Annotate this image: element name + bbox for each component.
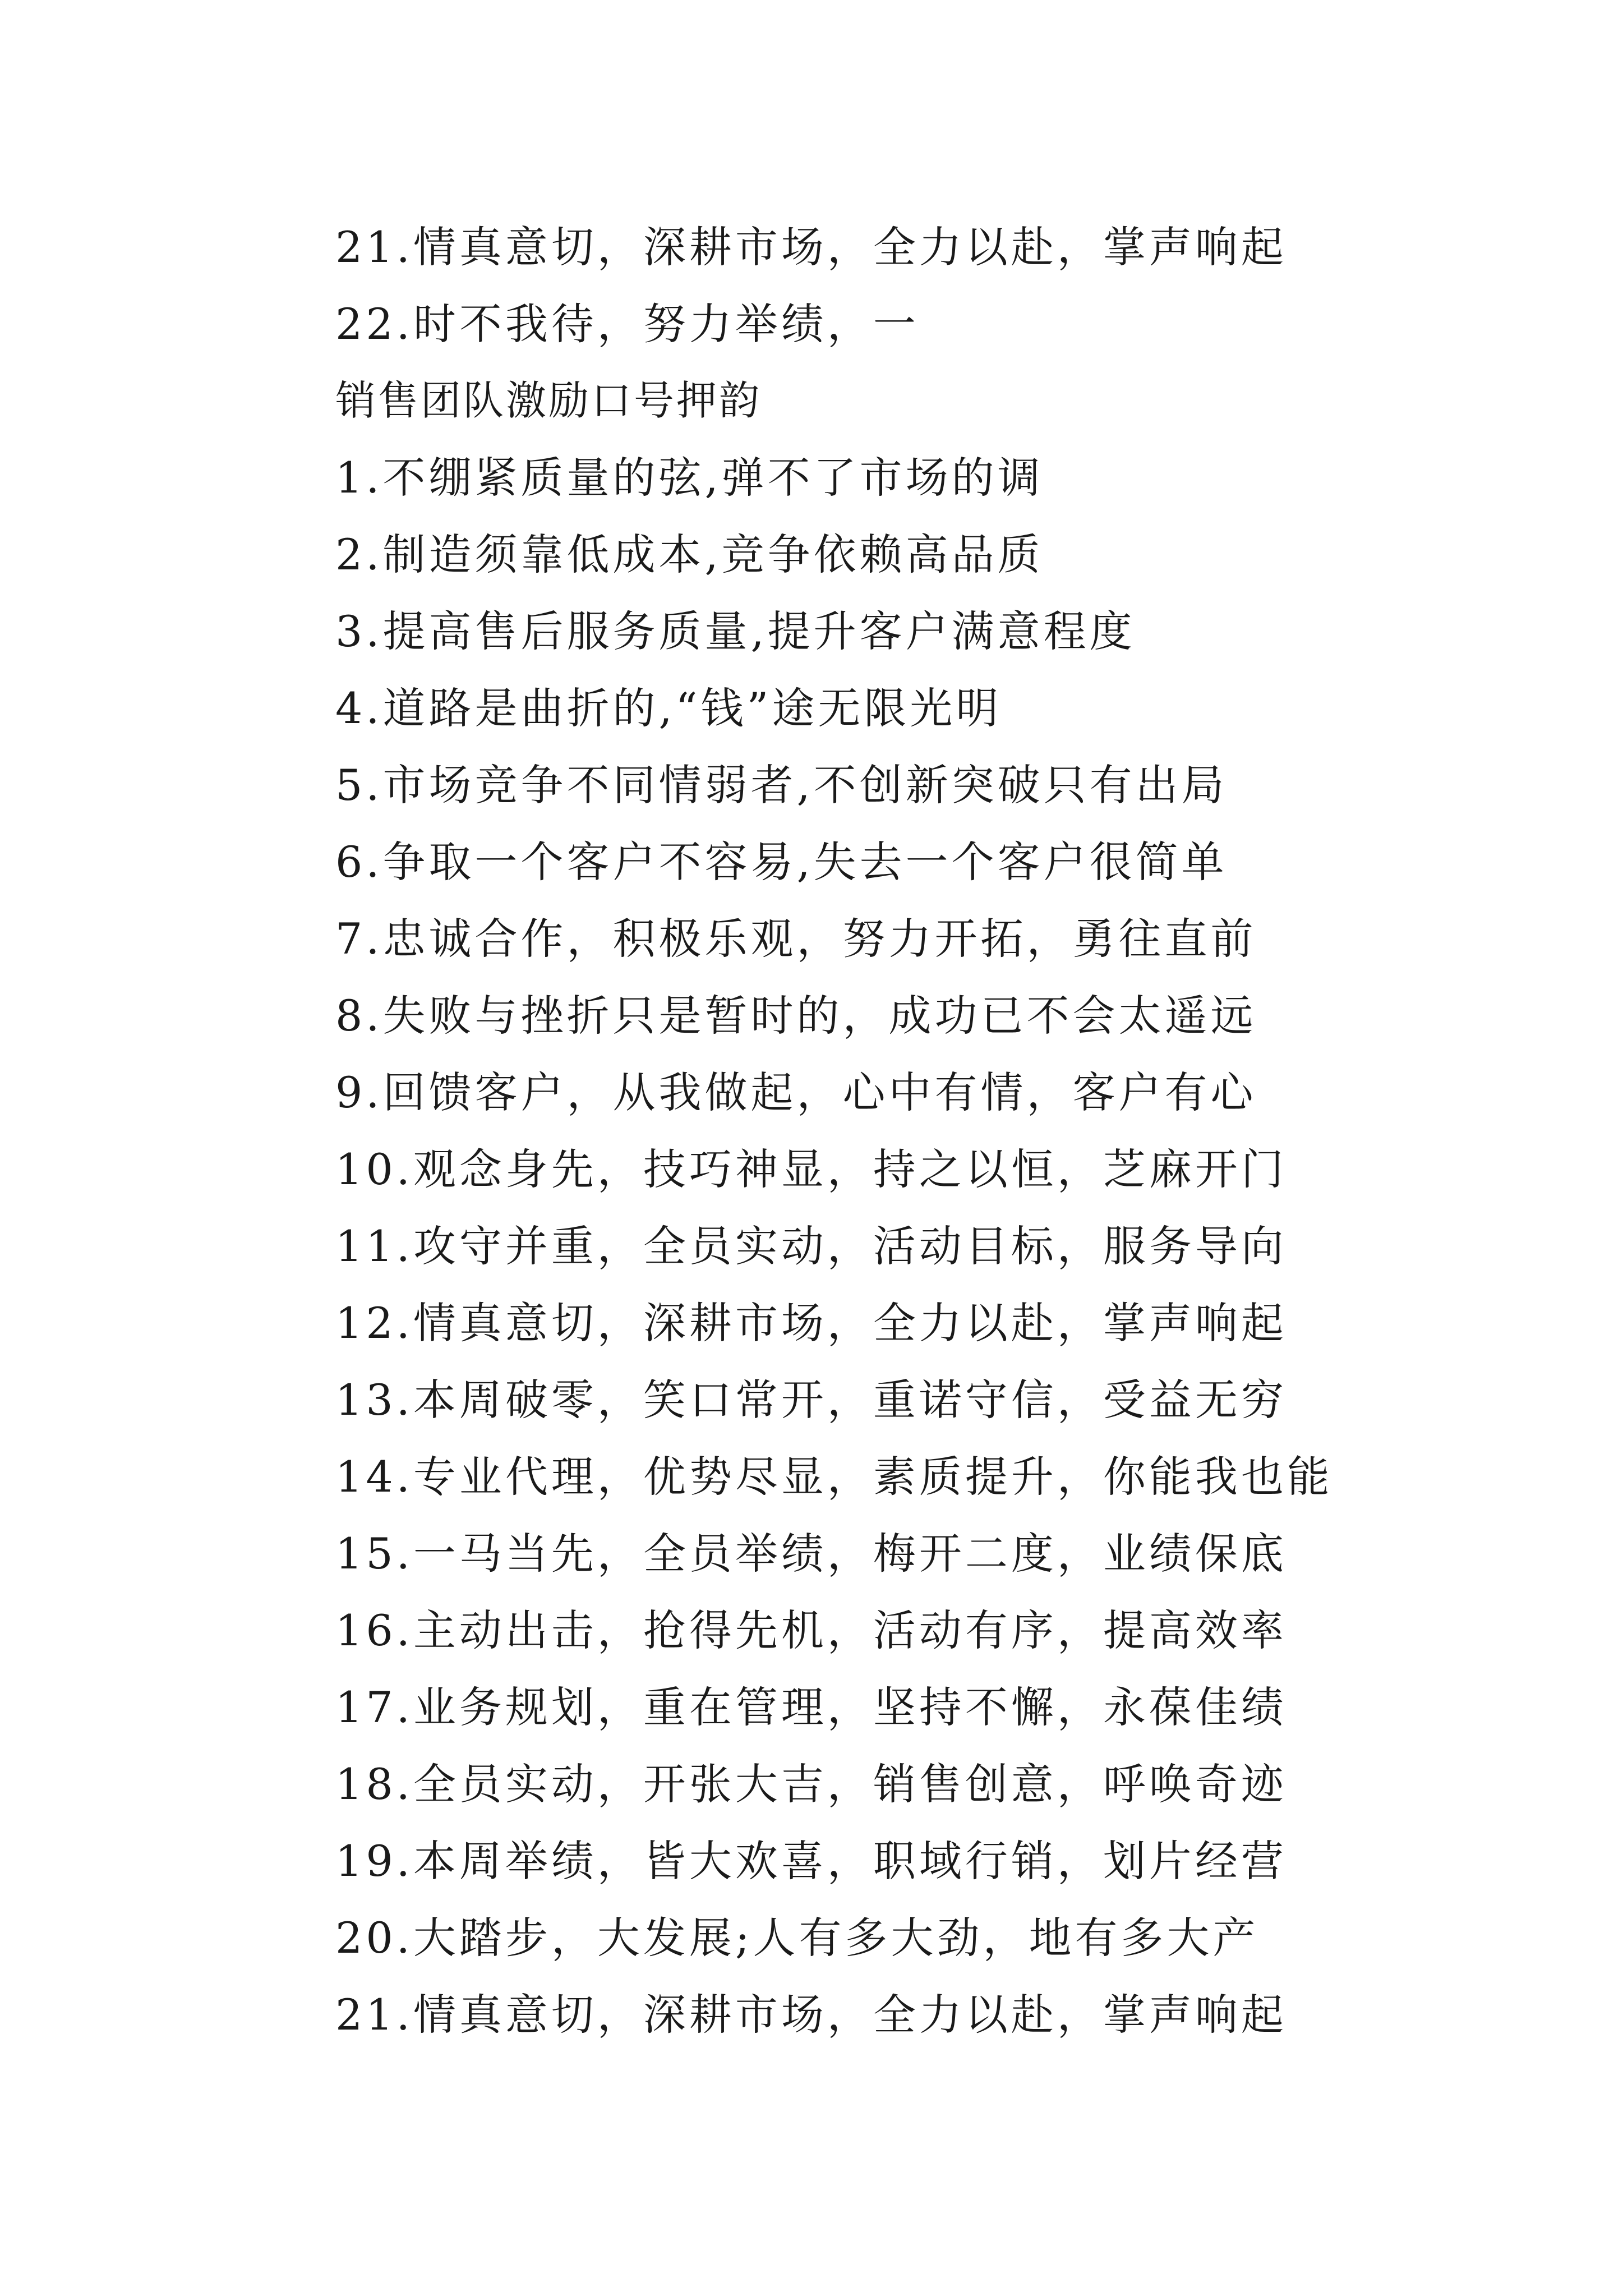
slogan-line-18: 18.全员实动，开张大吉，销售创意，呼唤奇迹 [335, 1759, 1287, 1809]
slogan-line-4: 4.道路是曲折的,“钱”途无限光明 [335, 683, 1002, 733]
slogan-line-1: 1.不绷紧质量的弦,弹不了市场的调 [335, 453, 1044, 503]
slogan-line-12: 12.情真意切，深耕市场，全力以赴，掌声响起 [335, 1298, 1287, 1348]
slogan-line-5: 5.市场竞争不同情弱者,不创新突破只有出局 [335, 760, 1228, 810]
slogan-text-block [335, 209, 1457, 2053]
slogan-line-19: 19.本周举绩，皆大欢喜，职域行销，划片经营 [335, 1836, 1287, 1886]
slogan-line-3: 3.提高售后服务质量,提升客户满意程度 [335, 606, 1136, 656]
text-line-21-top: 21.情真意切，深耕市场，全力以赴，掌声响起 [335, 222, 1287, 272]
slogan-line-21: 21.情真意切，深耕市场，全力以赴，掌声响起 [335, 1990, 1287, 2040]
slogan-line-13: 13.本周破零，笑口常开，重诺守信，受益无穷 [335, 1375, 1287, 1425]
slogan-line-15: 15.一马当先，全员举绩，梅开二度，业绩保底 [335, 1529, 1287, 1579]
slogan-line-11: 11.攻守并重，全员实动，活动目标，服务导向 [335, 1221, 1287, 1271]
text-line-22-truncated: 22.时不我待，努力举绩，一 [335, 299, 919, 349]
slogan-line-2: 2.制造须靠低成本,竞争依赖高品质 [335, 530, 1044, 579]
slogan-line-7: 7.忠诚合作，积极乐观，努力开拓，勇往直前 [335, 914, 1257, 964]
section-heading: 销售团队激励口号押韵 [335, 377, 762, 424]
slogan-line-16: 16.主动出击，抢得先机，活动有序，提高效率 [335, 1605, 1287, 1655]
slogan-line-9: 9.回馈客户，从我做起，心中有情，客户有心 [335, 1068, 1257, 1117]
slogan-line-10: 10.观念身先，技巧神显，持之以恒，芝麻开门 [335, 1144, 1287, 1194]
slogan-line-8: 8.失败与挫折只是暂时的，成功已不会太遥远 [335, 991, 1257, 1041]
slogan-line-6: 6.争取一个客户不容易,失去一个客户很简单 [335, 837, 1228, 887]
slogan-line-20: 20.大踏步，大发展;人有多大劲，地有多大产 [335, 1913, 1259, 1963]
slogan-line-17: 17.业务规划，重在管理，坚持不懈，永葆佳绩 [335, 1682, 1287, 1732]
slogan-line-14: 14.专业代理，优势尽显，素质提升，你能我也能 [335, 1452, 1333, 1502]
